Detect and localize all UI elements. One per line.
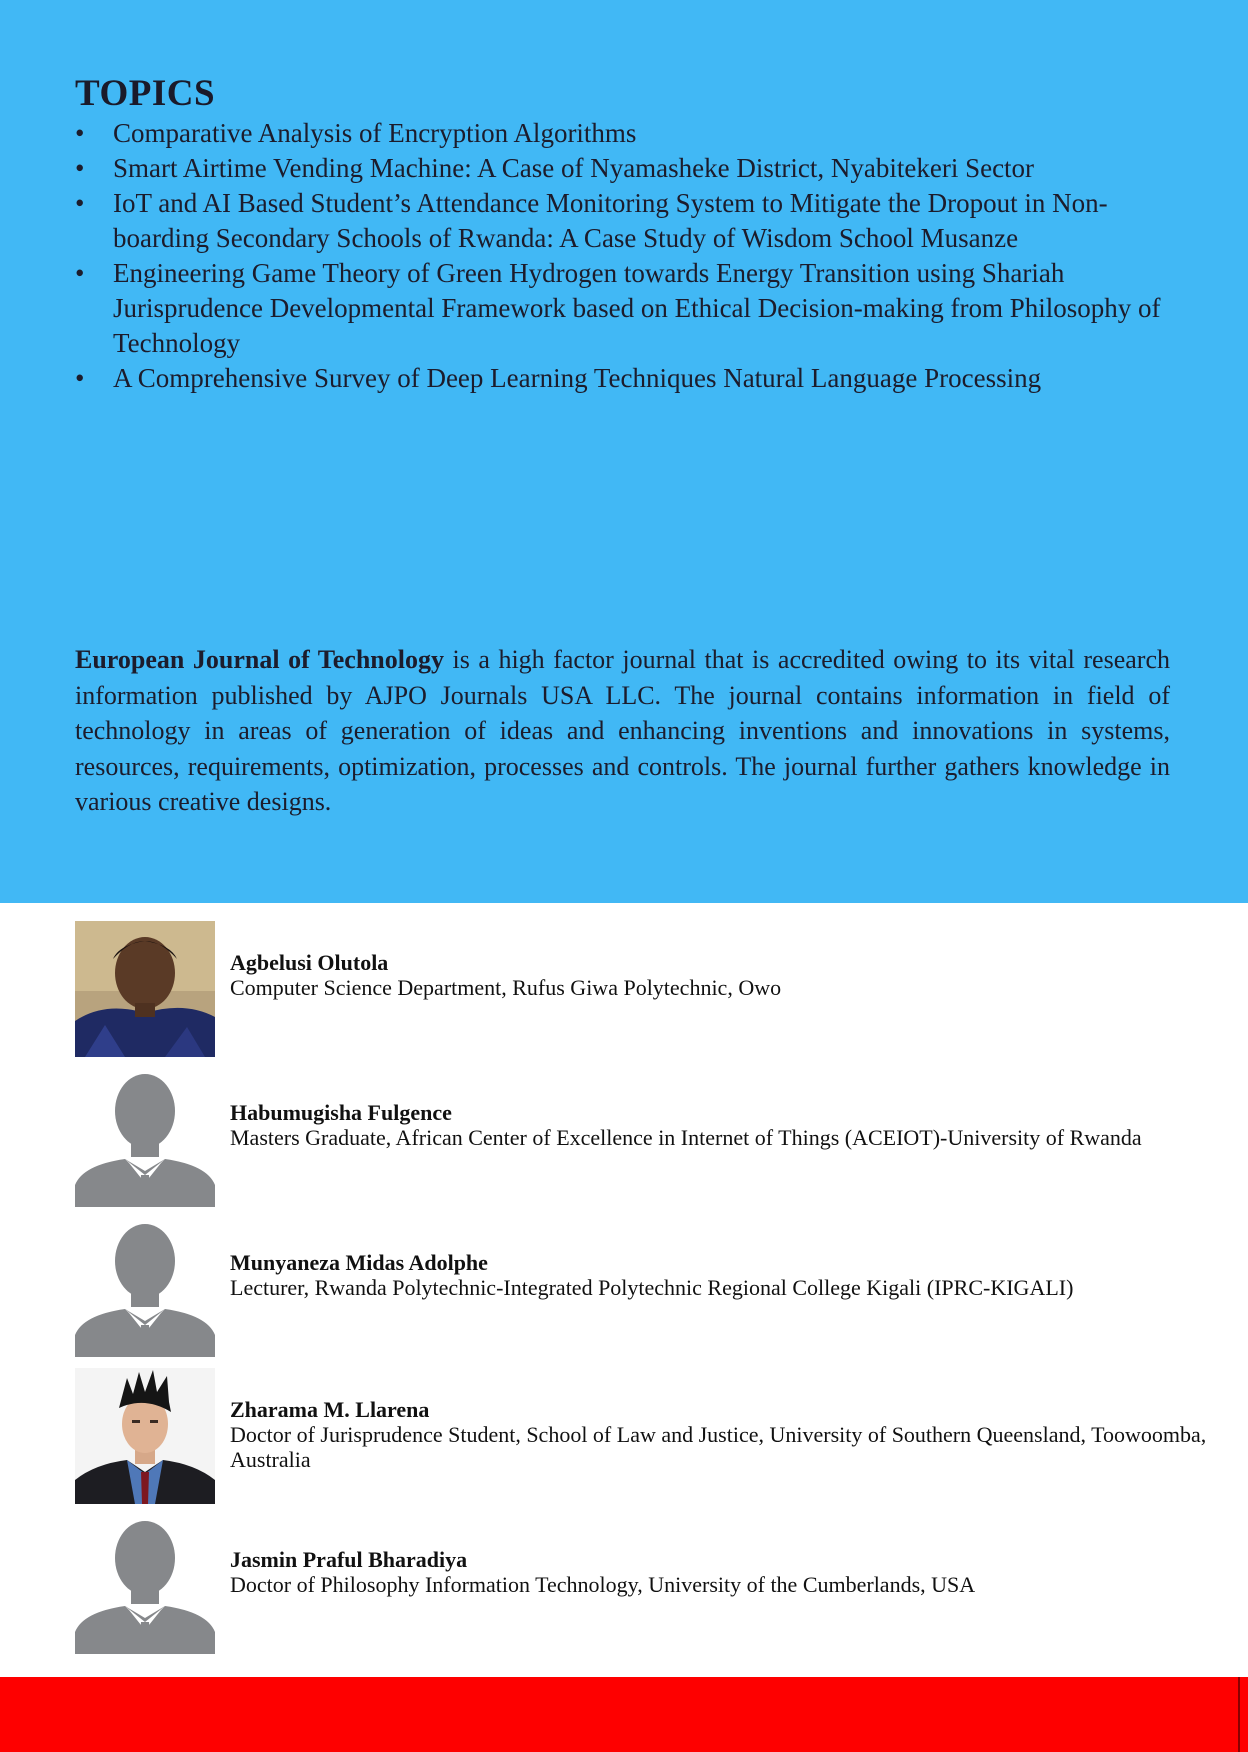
author-photo bbox=[75, 921, 215, 1057]
author-card bbox=[75, 1221, 1185, 1357]
author-card bbox=[75, 1368, 1207, 1504]
author-name: Habumugisha Fulgence bbox=[230, 1100, 452, 1125]
bullet: • bbox=[75, 153, 85, 183]
topic-text: IoT and AI Based Student’s Attendance Monitoring System to Mitigate the Dropout in Non-boarding Secondary Schools of Rwanda: A Case Study of Wisdom School Musanze bbox=[113, 188, 1108, 253]
bullet: • bbox=[75, 258, 85, 288]
journal-description bbox=[75, 642, 1170, 820]
placeholder-silhouette-icon bbox=[75, 1221, 215, 1357]
topics-heading: TOPICS bbox=[75, 73, 216, 114]
journal-name: European Journal of Technology bbox=[75, 645, 444, 674]
topic-text: Comparative Analysis of Encryption Algorithms bbox=[113, 118, 637, 148]
topic-item bbox=[75, 361, 1185, 396]
author-card bbox=[75, 921, 1185, 1057]
placeholder-silhouette-icon bbox=[75, 1071, 215, 1207]
topic-text: Engineering Game Theory of Green Hydrogen towards Energy Transition using Shariah Jurisprudence Developmental Framework based on Ethical Decision-making from Philosophy of Technology bbox=[113, 258, 1161, 358]
author-name: Jasmin Praful Bharadiya bbox=[230, 1547, 468, 1572]
author-affiliation: Computer Science Department, Rufus Giwa Polytechnic, Owo bbox=[230, 975, 782, 1000]
author-affiliation: Doctor of Philosophy Information Technology, University of the Cumberlands, USA bbox=[230, 1572, 976, 1597]
topic-item bbox=[75, 151, 1185, 186]
topic-item bbox=[75, 186, 1185, 256]
author-affiliation: Masters Graduate, African Center of Excellence in Internet of Things (ACEIOT)-University of Rwanda bbox=[230, 1125, 1142, 1150]
author-affiliation: Lecturer, Rwanda Polytechnic-Integrated Polytechnic Regional College Kigali (IPRC-KIGALI) bbox=[230, 1275, 1074, 1300]
journal-description-text: is a high factor journal that is accredited owing to its vital research information published by AJPO Journals USA LLC. The journal contains information in field of technology in areas of generation of ideas and enhancing inventions and innovations in systems, resources, requirements, optimization, processes and controls. The journal further gathers knowledge in various creative designs. bbox=[75, 645, 1170, 816]
author-photo bbox=[75, 1368, 215, 1504]
topic-text: Smart Airtime Vending Machine: A Case of Nyamasheke District, Nyabitekeri Sector bbox=[113, 153, 1035, 183]
topic-item bbox=[75, 116, 1185, 151]
author-name: Munyaneza Midas Adolphe bbox=[230, 1250, 488, 1275]
author-card bbox=[75, 1518, 1185, 1654]
author-name: Zharama M. Llarena bbox=[230, 1397, 430, 1422]
footer-bar bbox=[0, 1677, 1248, 1752]
bullet: • bbox=[75, 118, 85, 148]
placeholder-silhouette-icon bbox=[75, 1518, 215, 1654]
bullet: • bbox=[75, 188, 85, 218]
topic-item bbox=[75, 256, 1185, 361]
bullet: • bbox=[75, 363, 85, 393]
author-card bbox=[75, 1071, 1185, 1207]
author-affiliation: Doctor of Jurisprudence Student, School of Law and Justice, University of Southern Queensland, Toowoomba, Australia bbox=[230, 1422, 1207, 1472]
footer-bar-edge bbox=[1238, 1677, 1240, 1752]
author-name: Agbelusi Olutola bbox=[230, 950, 389, 975]
topics-list bbox=[75, 116, 1185, 396]
topic-text: A Comprehensive Survey of Deep Learning Techniques Natural Language Processing bbox=[113, 363, 1042, 393]
